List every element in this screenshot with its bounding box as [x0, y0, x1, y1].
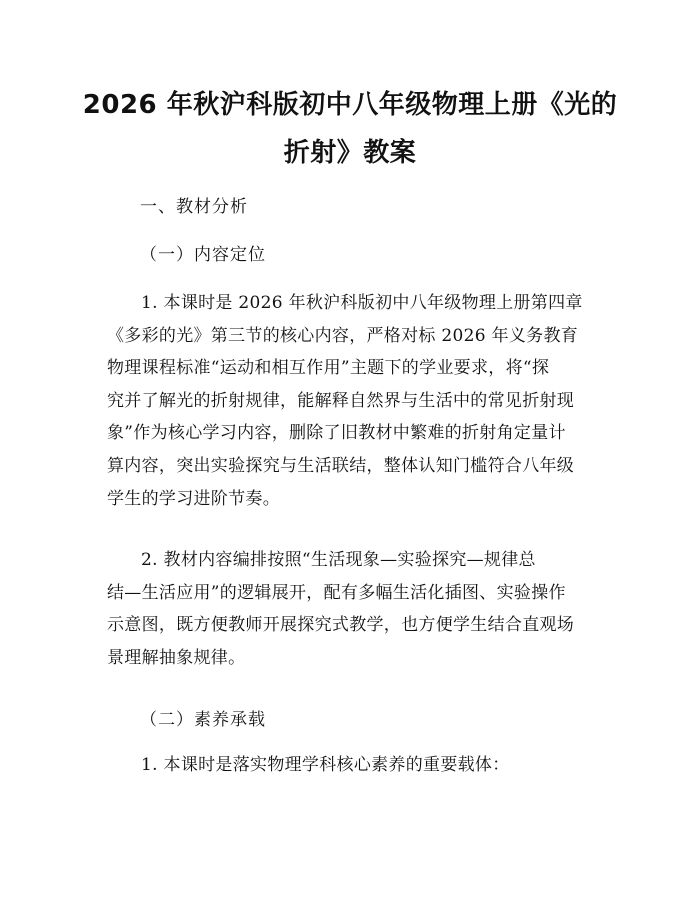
document-title-line-2: 折射》教案	[283, 138, 417, 168]
paragraph-literacy-carrier-1	[107, 749, 602, 782]
paragraph-content-positioning-1	[107, 287, 602, 515]
paragraph-line: 学生的学习进阶节奏。	[107, 488, 280, 509]
section-heading-textbook-analysis: 一、教材分析	[140, 197, 248, 217]
paragraph-line: 1. 本课时是落实物理学科核心素养的重要载体：	[141, 755, 510, 775]
paragraph-content-positioning-2	[107, 544, 602, 674]
paragraph-line: 算内容，突出实验探究与生活联结，整体认知门槛符合八年级	[107, 455, 575, 476]
paragraph-line: 2. 教材内容编排按照“生活现象—实验探究—规律总	[141, 550, 536, 570]
paragraph-line: 景理解抽象规律。	[107, 647, 246, 668]
subsection-heading-content-positioning: （一）内容定位	[140, 245, 266, 265]
paragraph-line: 结—生活应用”的逻辑展开，配有多幅生活化插图、实验操作	[107, 582, 566, 603]
document-title-line-1: 2026 年秋沪科版初中八年级物理上册《光的	[82, 90, 618, 120]
paragraph-line: 究并了解光的折射规律，能解释自然界与生活中的常见折射现	[107, 390, 575, 411]
paragraph-line: 象”作为核心学习内容，删除了旧教材中繁难的折射角定量计	[107, 423, 566, 444]
paragraph-line: 物理课程标准“运动和相互作用”主题下的学业要求，将“探	[107, 358, 550, 379]
subsection-heading-literacy-carrier: （二）素养承载	[140, 710, 266, 730]
paragraph-line: 示意图，既方便教师开展探究式教学，也方便学生结合直观场	[107, 615, 575, 636]
paragraph-line: 1. 本课时是 2026 年秋沪科版初中八年级物理上册第四章	[141, 293, 583, 313]
paragraph-line: 《多彩的光》第三节的核心内容，严格对标 2026 年义务教育	[107, 325, 579, 346]
